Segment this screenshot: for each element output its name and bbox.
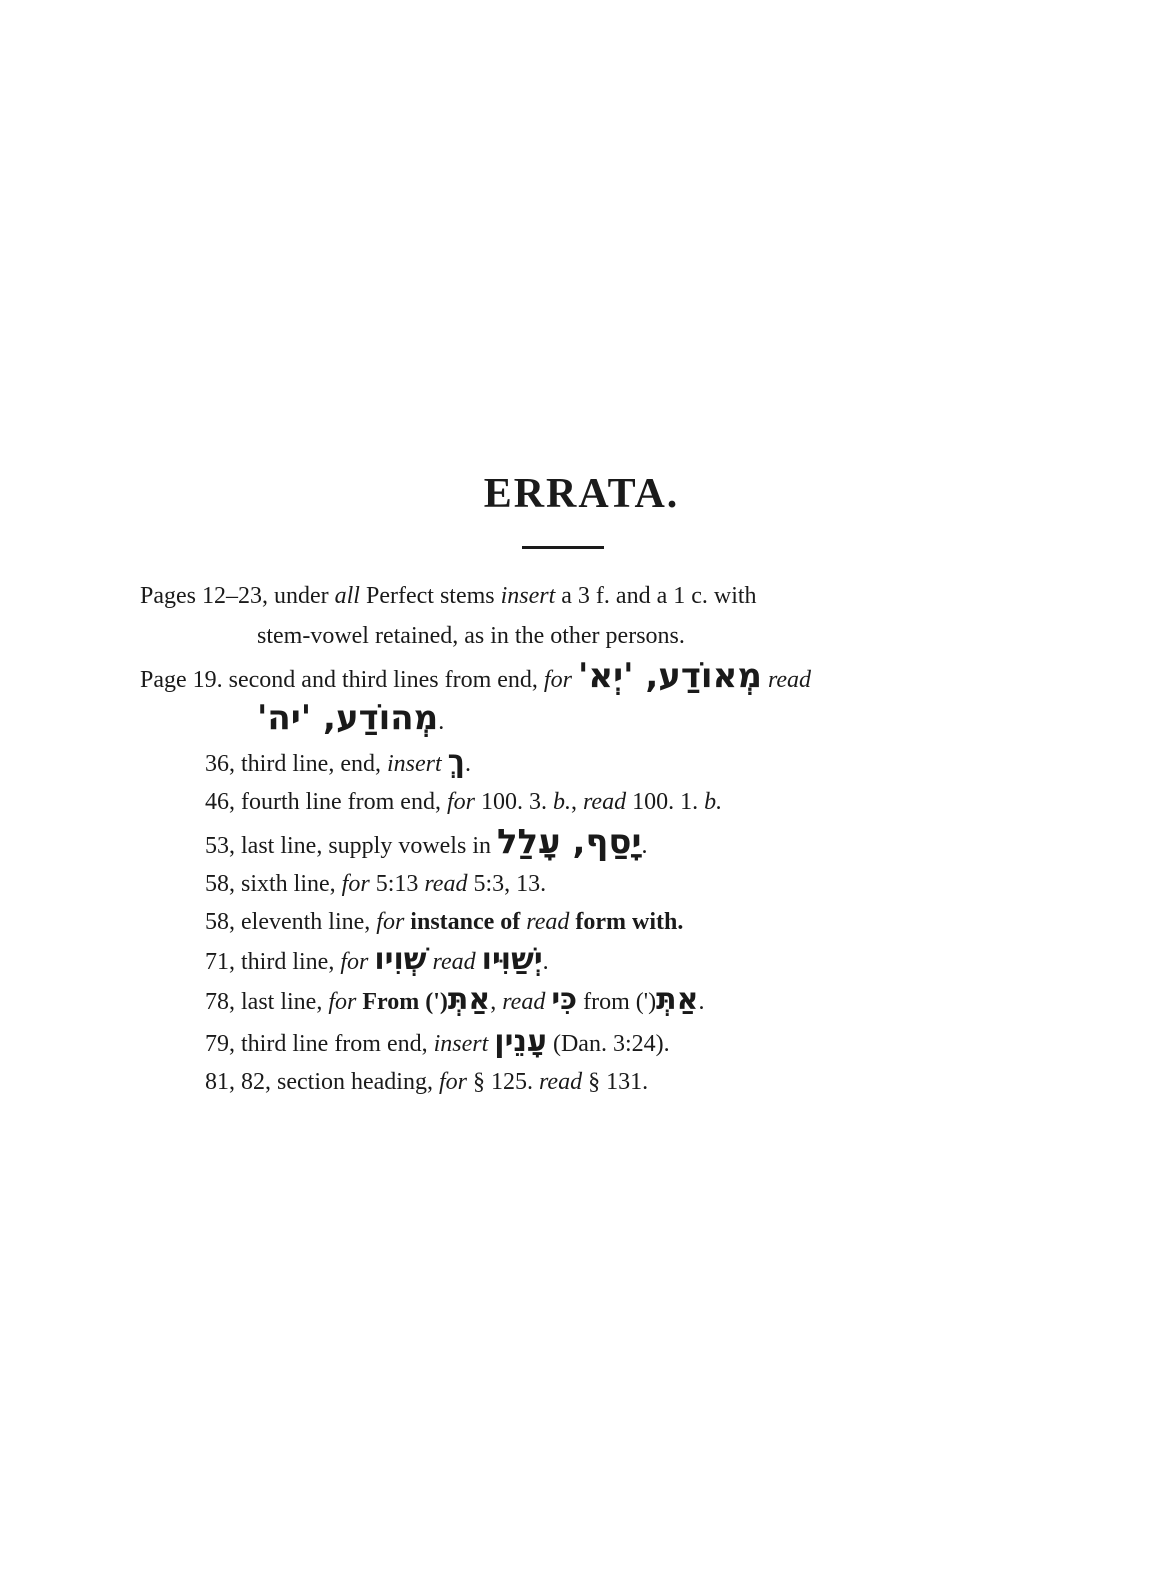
entry-italic: all (334, 583, 360, 609)
errata-entry-continuation (257, 698, 444, 742)
hebrew-text: עָנֵין (494, 1024, 547, 1059)
entry-text: , (490, 989, 503, 1015)
entry-text: 79, third line from end, (205, 1031, 434, 1057)
entry-text: . (641, 833, 648, 859)
entry-text: Page 19. second and third lines from end, (140, 667, 544, 693)
entry-italic: for (543, 667, 572, 693)
hebrew-text: מְאוֹדַע, 'יְא' (577, 656, 762, 696)
errata-entry-58-eleventh (205, 902, 683, 942)
entry-text: 46, fourth line from end, (205, 789, 447, 815)
errata-entry-78 (205, 980, 704, 1022)
errata-entry-46 (205, 782, 722, 822)
hebrew-text: אַתְּ (656, 982, 699, 1017)
hebrew-text: יְשַׁוִּיו (481, 942, 543, 977)
entry-italic: insert (500, 583, 556, 609)
entry-text: 5:13 (369, 871, 425, 897)
entry-italic: insert (386, 751, 442, 777)
entry-text: . (464, 751, 471, 777)
entry-italic: read (502, 989, 546, 1015)
entry-text: 58, sixth line, (205, 871, 342, 897)
title-rule (522, 546, 604, 549)
entry-italic: for (340, 949, 369, 975)
errata-entry-58-sixth (205, 864, 546, 904)
entry-italic: for (438, 1069, 467, 1095)
entry-italic: for (328, 989, 357, 1015)
entry-text: 78, last line, (205, 989, 329, 1015)
entry-text: 53, last line, supply vowels in (205, 833, 497, 859)
entry-text: a 3 f. and a 1 c. with (555, 583, 757, 609)
entry-italic: for (446, 789, 475, 815)
entry-text: 36, third line, end, (205, 751, 387, 777)
entry-text: , (570, 789, 583, 815)
entry-text: 100. 1. (626, 789, 705, 815)
entry-text: Perfect stems (359, 583, 501, 609)
entry-text: § 125. (466, 1069, 539, 1095)
entry-text: 81, 82, section heading, (205, 1069, 439, 1095)
errata-entry-79 (205, 1022, 670, 1064)
hebrew-text: מְהוֹדַע, 'יה' (257, 698, 439, 738)
errata-entry-page-19 (140, 656, 811, 700)
entry-italic: read (538, 1069, 583, 1095)
entry-text: 5:3, 13. (467, 871, 547, 897)
hebrew-text: אַתְּ (447, 982, 491, 1017)
hebrew-text: כִּי (551, 982, 578, 1017)
entry-italic: b. (704, 789, 723, 815)
entry-italic: read (767, 667, 812, 693)
entry-italic: read (424, 871, 468, 897)
entry-italic: read (582, 789, 627, 815)
errata-entry-53 (205, 822, 648, 866)
entry-bold: form with. (569, 909, 684, 935)
entry-text: from (') (577, 989, 657, 1015)
entry-bold: From (') (356, 989, 448, 1015)
entry-text: Pages 12–23, under (140, 583, 335, 609)
entry-text: . (438, 709, 445, 735)
entry-italic: read (432, 949, 476, 975)
entry-italic: b. (552, 789, 571, 815)
errata-entry-pages-12-23 (140, 576, 757, 616)
hebrew-text: שְׁוִיו (374, 942, 427, 977)
entry-italic: read (526, 909, 570, 935)
entry-text: 58, eleventh line, (205, 909, 377, 935)
entry-text: . (698, 989, 705, 1015)
errata-entry-36 (205, 742, 471, 784)
entry-italic: for (376, 909, 405, 935)
errata-entry-71 (205, 940, 549, 982)
page-title: ERRATA. (483, 471, 680, 517)
entry-text: . (542, 949, 549, 975)
entry-italic: for (341, 871, 370, 897)
entry-bold: instance of (404, 909, 527, 935)
errata-entry-continuation: stem-vowel retained, as in the other persons. (257, 623, 685, 649)
entry-text: (Dan. 3:24). (546, 1031, 670, 1057)
entry-text: 71, third line, (205, 949, 341, 975)
errata-entry-81-82 (205, 1062, 648, 1102)
entry-italic: insert (433, 1031, 489, 1057)
entry-text: 100. 3. (474, 789, 553, 815)
hebrew-text: ךְ (447, 744, 465, 779)
entry-text: § 131. (582, 1069, 649, 1095)
hebrew-text: יָסַף, עָלַל (496, 822, 642, 862)
